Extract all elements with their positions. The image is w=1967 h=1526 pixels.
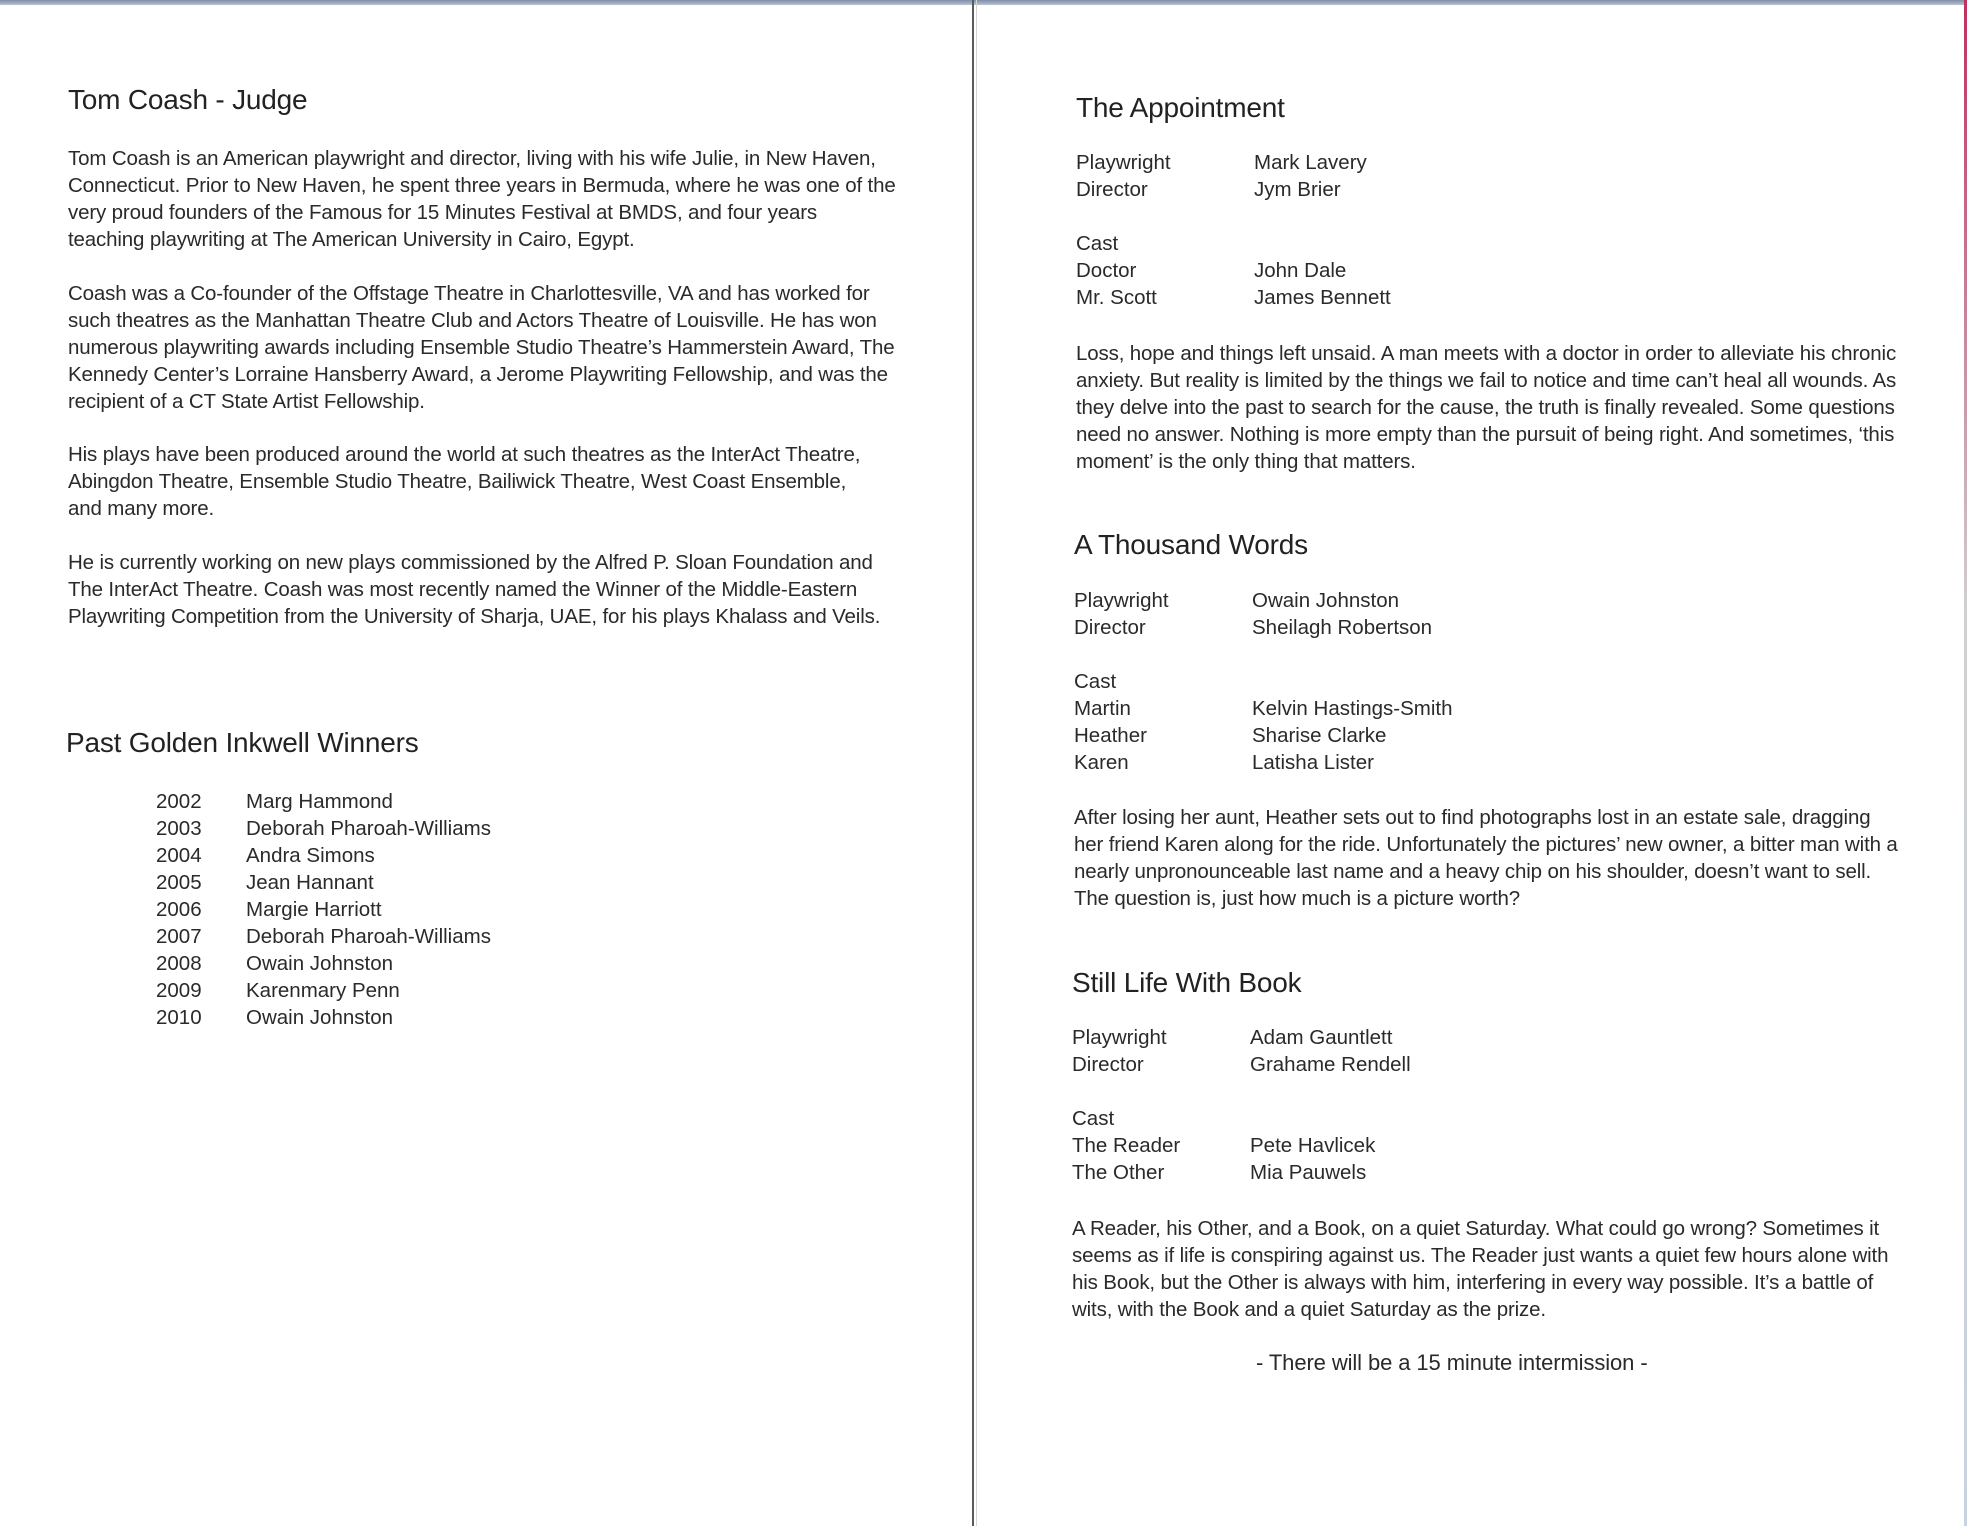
cast-role: The Other xyxy=(1072,1161,1165,1184)
judge-bio-paragraph-4: He is currently working on new plays commissioned by the Alfred P. Sloan Foundation and The InterAct Theatre. Coash was most recently named the Winner of the Middle-Eastern Playwriting Competition from the University of Sharja, UAE, for his plays Khalass and Veils. xyxy=(68,551,881,628)
winner-year: 2004 xyxy=(156,844,202,867)
judge-heading: Tom Coash - Judge xyxy=(68,84,308,115)
winner-name: Owain Johnston xyxy=(246,1006,394,1029)
cast-actor: James Bennett xyxy=(1254,286,1391,309)
judge-bio-paragraph-3: His plays have been produced around the world at such theatres as the InterAct Theatre, Abingdon Theatre, Ensemble Studio Theatre, Bailiwick Theatre, West Coast Ensemble, and many more. xyxy=(68,443,861,520)
play-synopsis: A Reader, his Other, and a Book, on a quiet Saturday. What could go wrong? Sometimes it seems as if life is conspiring against us. The Reader just wants a quiet few hours alone with his Book, but the Other is always with him, interfering in every way possible. It’s a battle of wits, with the Book and a quiet Saturday as the prize. xyxy=(1072,1217,1889,1321)
winner-name: Deborah Pharoah-Williams xyxy=(246,817,491,840)
cast-role: Heather xyxy=(1074,724,1147,747)
cast-role: Mr. Scott xyxy=(1076,286,1157,309)
cast-role: Karen xyxy=(1074,751,1129,774)
cast-actor: Mia Pauwels xyxy=(1250,1161,1367,1184)
director-row xyxy=(1076,176,1391,203)
director-label: Director xyxy=(1074,616,1146,639)
booklet-spine-shadow xyxy=(976,0,977,1526)
cast-label: Cast xyxy=(1074,670,1117,693)
director-label: Director xyxy=(1076,178,1148,201)
winner-row xyxy=(156,896,491,923)
cast-row xyxy=(1072,1132,1411,1159)
winner-name: Andra Simons xyxy=(246,844,375,867)
winner-name: Jean Hannant xyxy=(246,871,374,894)
playwright-name: Owain Johnston xyxy=(1252,589,1400,612)
winner-year: 2008 xyxy=(156,952,202,975)
cast-row xyxy=(1074,749,1453,776)
intermission-note: - There will be a 15 minute intermission - xyxy=(1256,1350,1648,1375)
cast-role: Martin xyxy=(1074,697,1131,720)
cast-row xyxy=(1072,1159,1411,1186)
winner-name: Owain Johnston xyxy=(246,952,394,975)
winner-row xyxy=(156,788,491,815)
winners-list xyxy=(156,788,491,1031)
winner-year: 2005 xyxy=(156,871,202,894)
cast-row xyxy=(1076,284,1391,311)
winner-row xyxy=(156,842,491,869)
director-name: Sheilagh Robertson xyxy=(1252,616,1433,639)
winner-year: 2007 xyxy=(156,925,202,948)
winner-year: 2009 xyxy=(156,979,202,1002)
playwright-row xyxy=(1072,1024,1411,1051)
right-page xyxy=(1072,0,1902,1526)
playwright-name: Adam Gauntlett xyxy=(1250,1026,1393,1049)
winner-row xyxy=(156,815,491,842)
playwright-label: Playwright xyxy=(1072,1026,1167,1049)
winner-row xyxy=(156,869,491,896)
winner-year: 2002 xyxy=(156,790,202,813)
judge-bio-paragraph-2: Coash was a Co-founder of the Offstage Theatre in Charlottesville, VA and has worked for such theatres as the Manhattan Theatre Club and Actors Theatre of Louisville. He has won numerous playwriting awards including Ensemble Studio Theatre’s Hammerstein Award, The Kennedy Center’s Lorraine Hansberry Award, a Jerome Playwriting Fellowship, and was the recipient of a CT State Artist Fellowship. xyxy=(68,282,895,413)
cast-row xyxy=(1076,257,1391,284)
director-name: Grahame Rendell xyxy=(1250,1053,1411,1076)
winner-row xyxy=(156,950,491,977)
left-page xyxy=(68,0,898,1526)
winner-year: 2010 xyxy=(156,1006,202,1029)
cast-role: The Reader xyxy=(1072,1134,1181,1157)
playwright-label: Playwright xyxy=(1076,151,1171,174)
winner-row xyxy=(156,923,491,950)
winner-name: Deborah Pharoah-Williams xyxy=(246,925,491,948)
playwright-name: Mark Lavery xyxy=(1254,151,1367,174)
play-title-a-thousand-words: A Thousand Words xyxy=(1074,529,1308,560)
play-credits xyxy=(1076,149,1391,311)
cast-label: Cast xyxy=(1072,1107,1115,1130)
winner-row xyxy=(156,1004,491,1031)
cast-label: Cast xyxy=(1076,232,1119,255)
cast-row xyxy=(1074,695,1453,722)
winner-year: 2003 xyxy=(156,817,202,840)
booklet-spine xyxy=(972,0,974,1526)
play-title-the-appointment: The Appointment xyxy=(1076,92,1285,123)
winner-name: Marg Hammond xyxy=(246,790,393,813)
cast-actor: Kelvin Hastings-Smith xyxy=(1252,697,1453,720)
play-title-still-life-with-book: Still Life With Book xyxy=(1072,967,1302,998)
winner-name: Karenmary Penn xyxy=(246,979,400,1002)
director-row xyxy=(1074,614,1453,641)
cast-role: Doctor xyxy=(1076,259,1137,282)
playwright-row xyxy=(1076,149,1391,176)
play-credits xyxy=(1072,1024,1411,1186)
play-credits xyxy=(1074,587,1453,776)
play-synopsis: Loss, hope and things left unsaid. A man meets with a doctor in order to alleviate his chronic anxiety. But reality is limited by the things we fail to notice and time can’t heal all wounds. As they delve into the past to search for the cause, the truth is finally revealed. Some questions need no answer. Nothing is more empty than the pursuit of being right. And sometimes, ‘this moment’ is the only thing that matters. xyxy=(1076,342,1897,473)
cast-actor: John Dale xyxy=(1254,259,1347,282)
winners-heading: Past Golden Inkwell Winners xyxy=(66,727,419,758)
winner-year: 2006 xyxy=(156,898,202,921)
winner-name: Margie Harriott xyxy=(246,898,382,921)
playwright-label: Playwright xyxy=(1074,589,1169,612)
judge-bio-paragraph-1: Tom Coash is an American playwright and director, living with his wife Julie, in New Haven, Connecticut. Prior to New Haven, he spent three years in Bermuda, where he was one of the very proud founders of the Famous for 15 Minutes Festival at BMDS, and four years teaching playwriting at The American University in Cairo, Egypt. xyxy=(68,147,896,251)
cast-actor: Pete Havlicek xyxy=(1250,1134,1376,1157)
cast-actor: Latisha Lister xyxy=(1252,751,1374,774)
director-row xyxy=(1072,1051,1411,1078)
director-label: Director xyxy=(1072,1053,1144,1076)
play-synopsis: After losing her aunt, Heather sets out to find photographs lost in an estate sale, dragging her friend Karen along for the ride. Unfortunately the pictures’ new owner, a bitter man with a nearly unpronounceable last name and a heavy chip on his shoulder, doesn’t want to sell. The question is, just how much is a picture worth? xyxy=(1074,806,1898,910)
director-name: Jym Brier xyxy=(1254,178,1341,201)
playwright-row xyxy=(1074,587,1453,614)
cast-actor: Sharise Clarke xyxy=(1252,724,1387,747)
cast-row xyxy=(1074,722,1453,749)
winner-row xyxy=(156,977,491,1004)
